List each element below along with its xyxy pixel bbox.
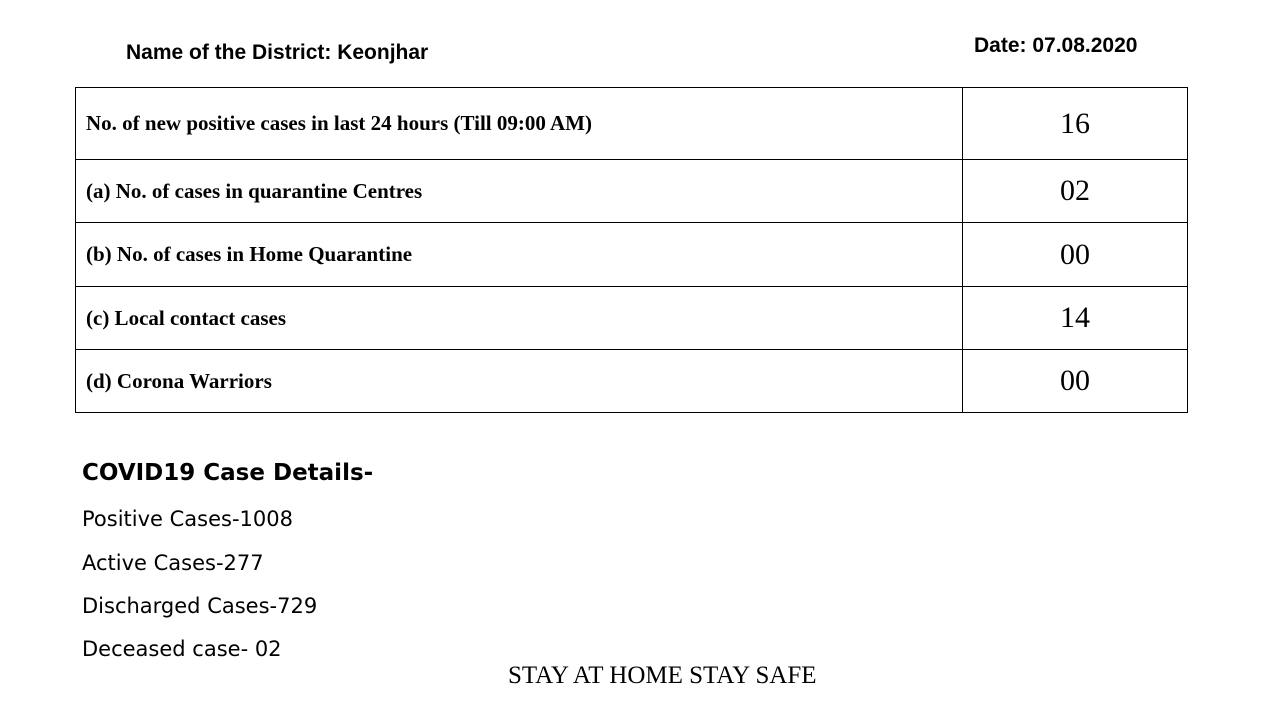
row-label: (d) Corona Warriors [76, 350, 963, 413]
footer-slogan: STAY AT HOME STAY SAFE [508, 662, 817, 689]
row-label: No. of new positive cases in last 24 hours (Till 09:00 AM) [76, 88, 963, 160]
row-label: (b) No. of cases in Home Quarantine [76, 223, 963, 287]
district-name: Name of the District: Keonjhar [126, 41, 429, 64]
report-date: Date: 07.08.2020 [974, 34, 1138, 57]
table-row [76, 88, 1188, 160]
row-value: 00 [963, 223, 1188, 287]
positive-cases-line: Positive Cases-1008 [82, 507, 293, 531]
active-cases-line: Active Cases-277 [82, 551, 264, 575]
row-value: 16 [963, 88, 1188, 160]
new-cases-table [75, 87, 1188, 413]
row-label: (a) No. of cases in quarantine Centres [76, 160, 963, 223]
table-row [76, 223, 1188, 287]
row-value: 02 [963, 160, 1188, 223]
row-value: 00 [963, 350, 1188, 413]
row-value: 14 [963, 287, 1188, 350]
table-row [76, 160, 1188, 223]
case-details-title: COVID19 Case Details- [82, 460, 374, 486]
row-label: (c) Local contact cases [76, 287, 963, 350]
deceased-cases-line: Deceased case- 02 [82, 637, 282, 661]
table-row [76, 350, 1188, 413]
discharged-cases-line: Discharged Cases-729 [82, 594, 318, 618]
table-row [76, 287, 1188, 350]
